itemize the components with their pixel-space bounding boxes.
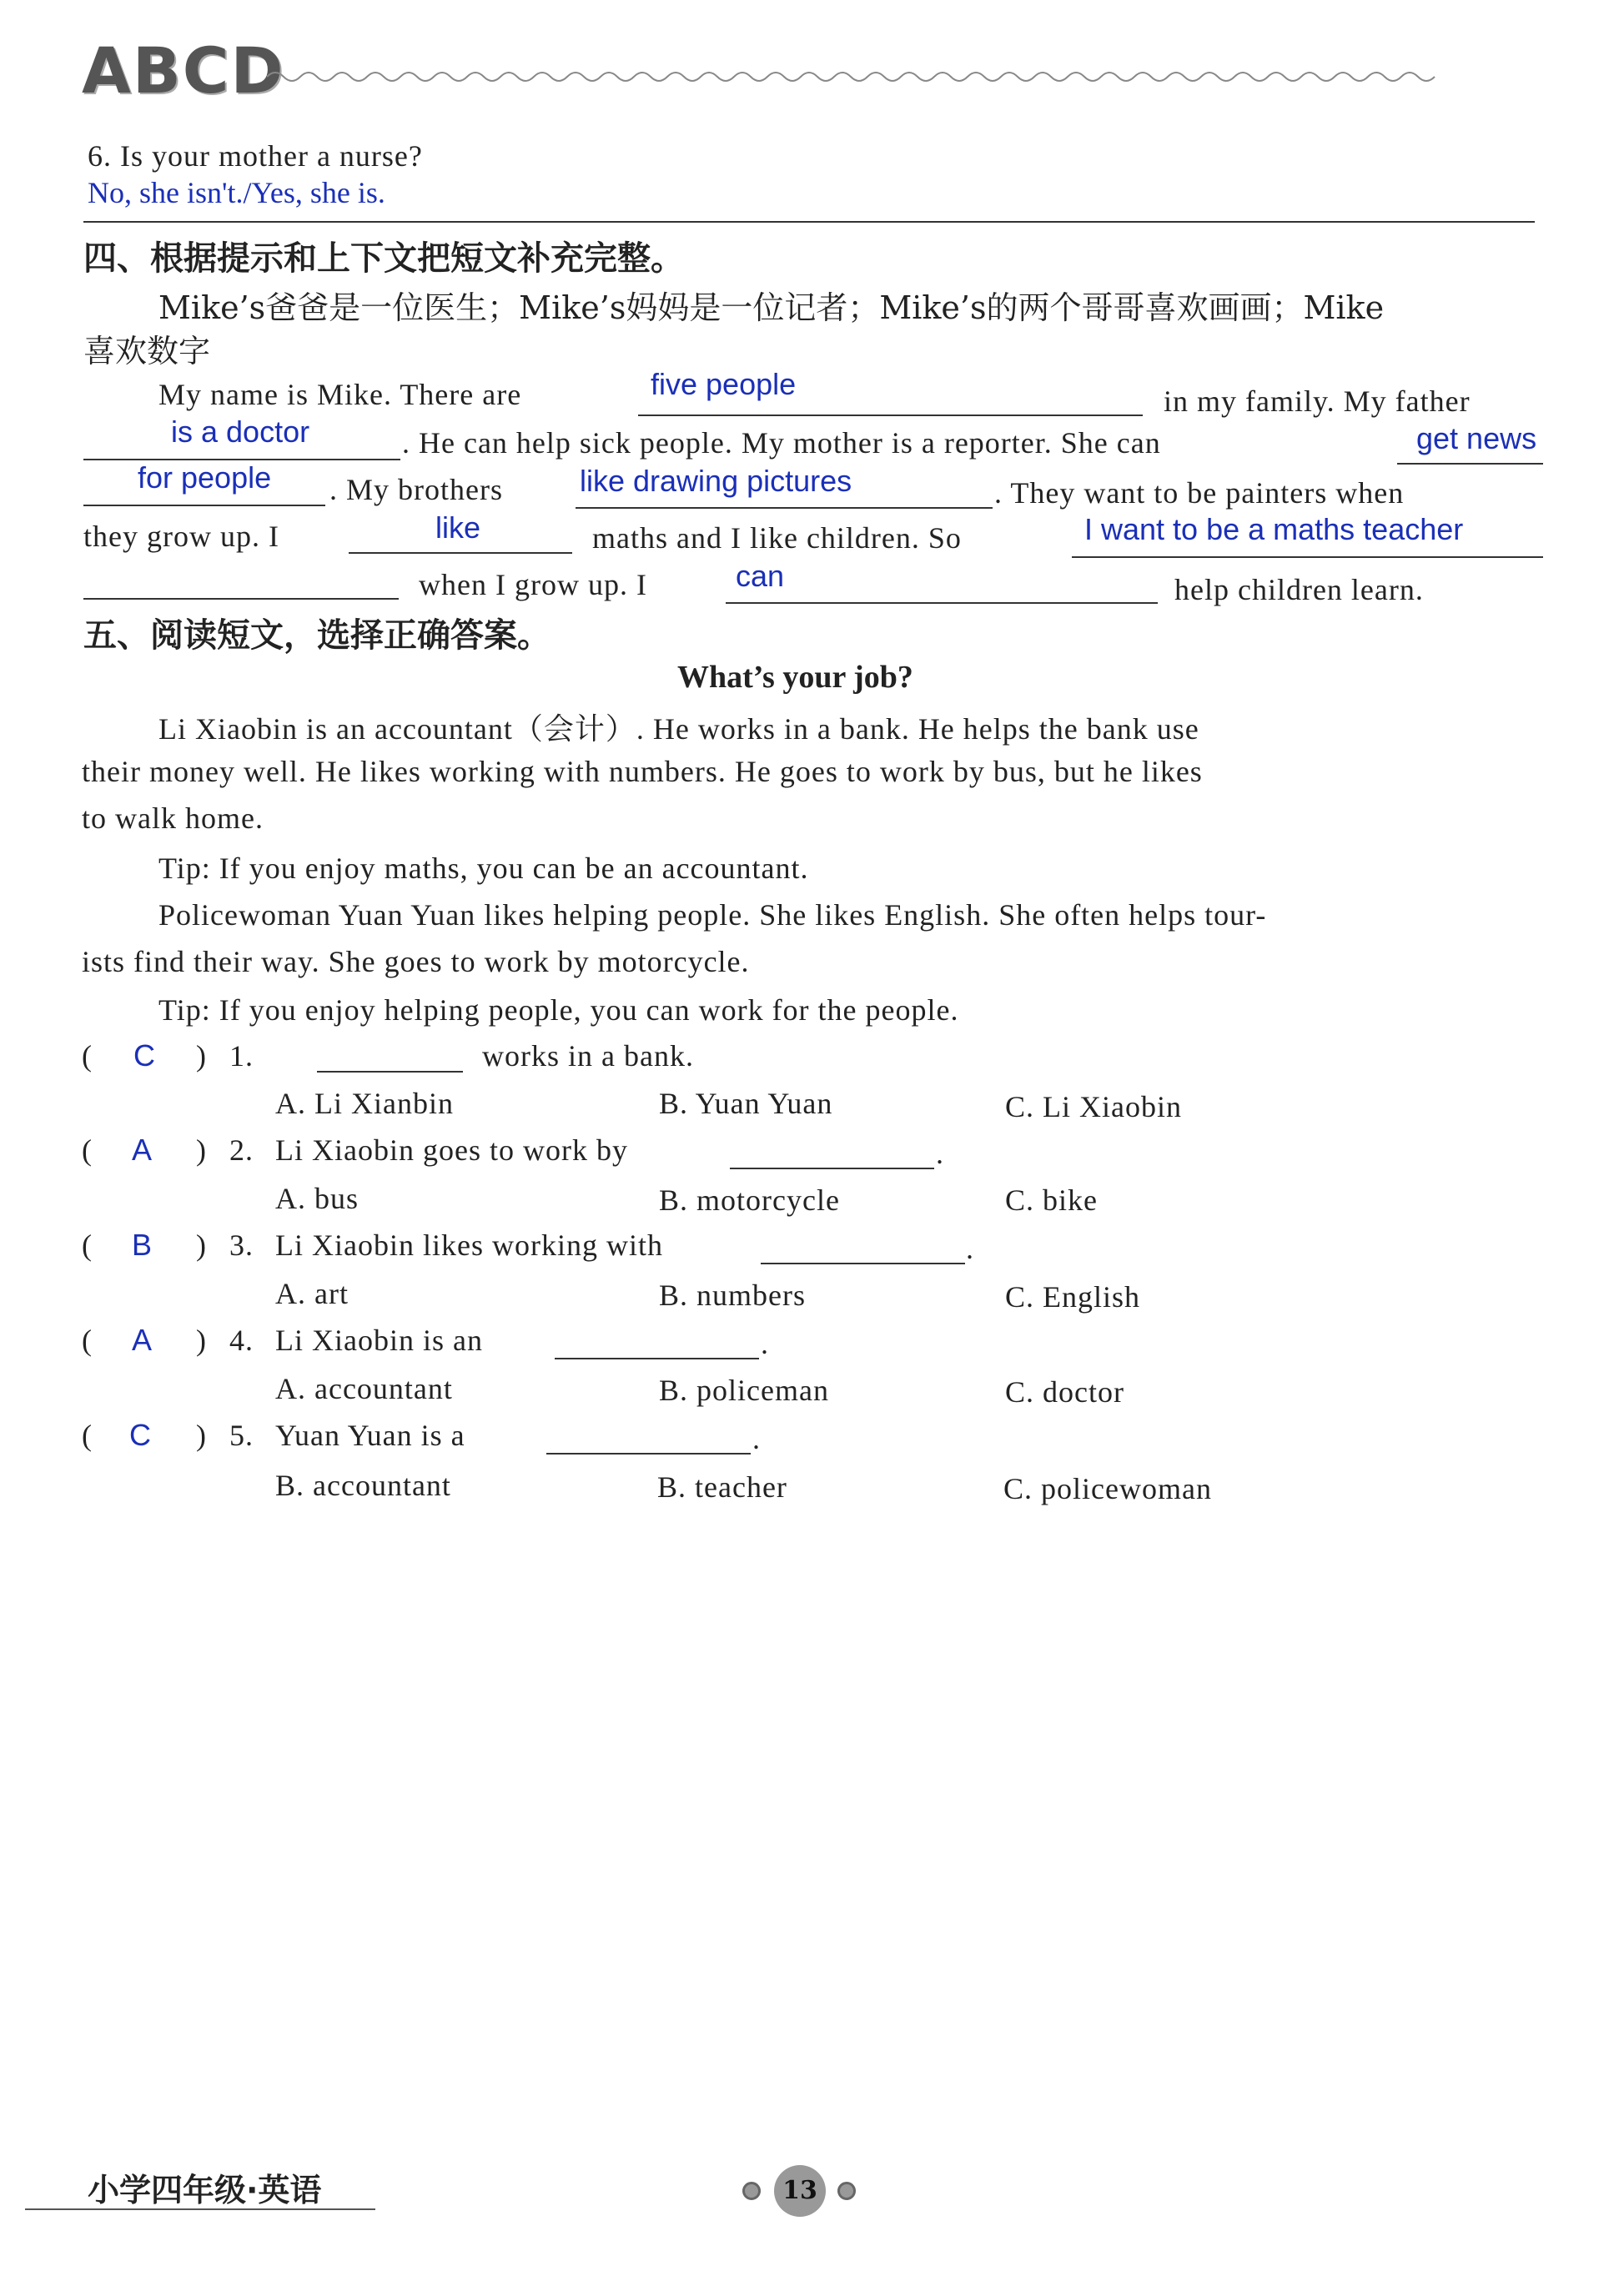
- passage-para1-line2: their money well. He likes working with numbers. He goes to work by bus, but he likes: [82, 755, 1203, 788]
- option-c: C. Li Xiaobin: [1005, 1090, 1182, 1123]
- page-dot-left: [742, 2182, 761, 2200]
- page-dot-right: [837, 2182, 856, 2200]
- question-answer: C: [133, 1038, 155, 1073]
- option-a: A. art: [275, 1277, 349, 1310]
- passage-para2-line1: Policewoman Yuan Yuan likes helping people. She likes English. She often helps tour-: [158, 898, 1267, 932]
- question-row: (: [82, 1419, 93, 1452]
- q6-question: 6. Is your mother a nurse?: [88, 139, 423, 173]
- question-answer: B: [132, 1228, 153, 1262]
- footer-rule: [25, 2208, 375, 2210]
- question-row: (: [82, 1228, 93, 1262]
- s4-text-7: maths and I like children. So: [592, 521, 962, 555]
- option-c: C. bike: [1005, 1183, 1098, 1217]
- s4-blank-1: [638, 415, 1143, 416]
- s4-answer-5: like drawing pictures: [580, 464, 852, 498]
- s4-blank-7b: [83, 598, 399, 600]
- s4-answer-8: can: [736, 559, 785, 593]
- s4-blank-7: [1072, 556, 1543, 558]
- question-stem-after: .: [752, 1422, 761, 1455]
- passage-para1-line3: to walk home.: [82, 801, 264, 835]
- question-paren-close: ): [196, 1324, 207, 1357]
- section4-hint-line2: 喜欢数字: [83, 333, 211, 369]
- footer-label: 小学四年级·英语: [88, 2172, 322, 2208]
- s4-answer-7: I want to be a maths teacher: [1084, 512, 1464, 546]
- s4-text-8: when I grow up. I: [419, 568, 647, 601]
- question-answer: C: [129, 1418, 151, 1452]
- question-row: (: [82, 1039, 93, 1073]
- option-a: A. accountant: [275, 1372, 453, 1405]
- option-b: B. teacher: [657, 1470, 787, 1504]
- s4-text-6: they grow up. I: [83, 520, 279, 553]
- question-number: 2.: [229, 1133, 254, 1167]
- option-c: C. policewoman: [1003, 1472, 1212, 1505]
- option-a: A. bus: [275, 1182, 359, 1215]
- question-stem-after: works in a bank.: [482, 1039, 694, 1073]
- question-blank: [761, 1263, 965, 1264]
- s4-answer-6: like: [435, 510, 481, 545]
- question-stem-after: .: [966, 1232, 974, 1265]
- s4-text-9: help children learn.: [1174, 573, 1424, 606]
- s4-answer-2: is a doctor: [171, 415, 310, 449]
- option-a: A. Li Xianbin: [275, 1087, 454, 1120]
- question-blank: [317, 1071, 463, 1073]
- question-stem-after: .: [936, 1137, 944, 1170]
- question-stem-before: Li Xiaobin goes to work by: [275, 1133, 628, 1167]
- s4-text-1: My name is Mike. There are: [158, 378, 522, 411]
- question-number: 4.: [229, 1324, 254, 1357]
- question-stem-before: Li Xiaobin is an: [275, 1324, 483, 1357]
- s4-blank-8: [726, 602, 1158, 604]
- s4-blank-5: [576, 507, 993, 509]
- option-b: B. motorcycle: [659, 1183, 840, 1217]
- q6-answer-line: [83, 221, 1535, 223]
- page-number: 13: [774, 2165, 826, 2217]
- s4-blank-6: [349, 552, 572, 554]
- header-wave-line: [267, 67, 1451, 87]
- section4-title: 四、根据提示和上下文把短文补充完整。: [83, 239, 684, 278]
- s4-answer-1: five people: [651, 367, 797, 401]
- passage-title: What’s your job?: [677, 660, 913, 695]
- question-stem-before: Yuan Yuan is a: [275, 1419, 465, 1452]
- question-paren-close: ): [196, 1228, 207, 1262]
- question-number: 1.: [229, 1039, 254, 1073]
- question-number: 5.: [229, 1419, 254, 1452]
- s4-blank-3: [1397, 463, 1543, 465]
- question-paren-close: ): [196, 1133, 207, 1167]
- option-b: B. policeman: [659, 1374, 829, 1407]
- question-number: 3.: [229, 1228, 254, 1262]
- section4-hint-line1: Mike’s爸爸是一位医生；Mike’s妈妈是一位记者；Mike’s的两个哥哥喜欢画画；Mike: [158, 289, 1385, 326]
- option-c: C. doctor: [1005, 1375, 1124, 1409]
- passage-tip1: Tip: If you enjoy maths, you can be an accountant.: [158, 852, 809, 885]
- question-blank: [555, 1358, 759, 1359]
- question-answer: A: [132, 1133, 153, 1167]
- s4-text-3: . He can help sick people. My mother is a reporter. She can: [402, 426, 1161, 460]
- question-blank: [546, 1453, 751, 1455]
- s4-blank-4: [83, 505, 325, 506]
- q6-answer: No, she isn't./Yes, she is.: [88, 176, 385, 209]
- option-b: B. numbers: [659, 1279, 806, 1312]
- s4-answer-3: get news: [1416, 421, 1537, 455]
- passage-para2-line2: ists find their way. She goes to work by motorcycle.: [82, 945, 750, 978]
- option-a: B. accountant: [275, 1469, 451, 1502]
- header-logo: ABCD: [82, 33, 285, 108]
- option-b: B. Yuan Yuan: [659, 1087, 833, 1120]
- question-stem-after: .: [761, 1327, 769, 1360]
- option-c: C. English: [1005, 1280, 1141, 1314]
- s4-text-4: . My brothers: [329, 473, 503, 506]
- question-stem-before: Li Xiaobin likes working with: [275, 1228, 663, 1262]
- question-answer: A: [132, 1323, 153, 1357]
- passage-tip2: Tip: If you enjoy helping people, you can work for the people.: [158, 993, 959, 1027]
- question-blank: [730, 1168, 934, 1169]
- s4-answer-4: for people: [138, 460, 272, 495]
- s4-text-5: . They want to be painters when: [994, 476, 1405, 510]
- question-paren-close: ): [196, 1039, 207, 1073]
- question-paren-close: ): [196, 1419, 207, 1452]
- question-row: (: [82, 1324, 93, 1357]
- question-row: (: [82, 1133, 93, 1167]
- s4-text-2: in my family. My father: [1164, 384, 1471, 418]
- passage-para1-line1: Li Xiaobin is an accountant（会计）. He works in a bank. He helps the bank use: [158, 712, 1199, 746]
- section5-title: 五、阅读短文，选择正确答案。: [83, 616, 551, 655]
